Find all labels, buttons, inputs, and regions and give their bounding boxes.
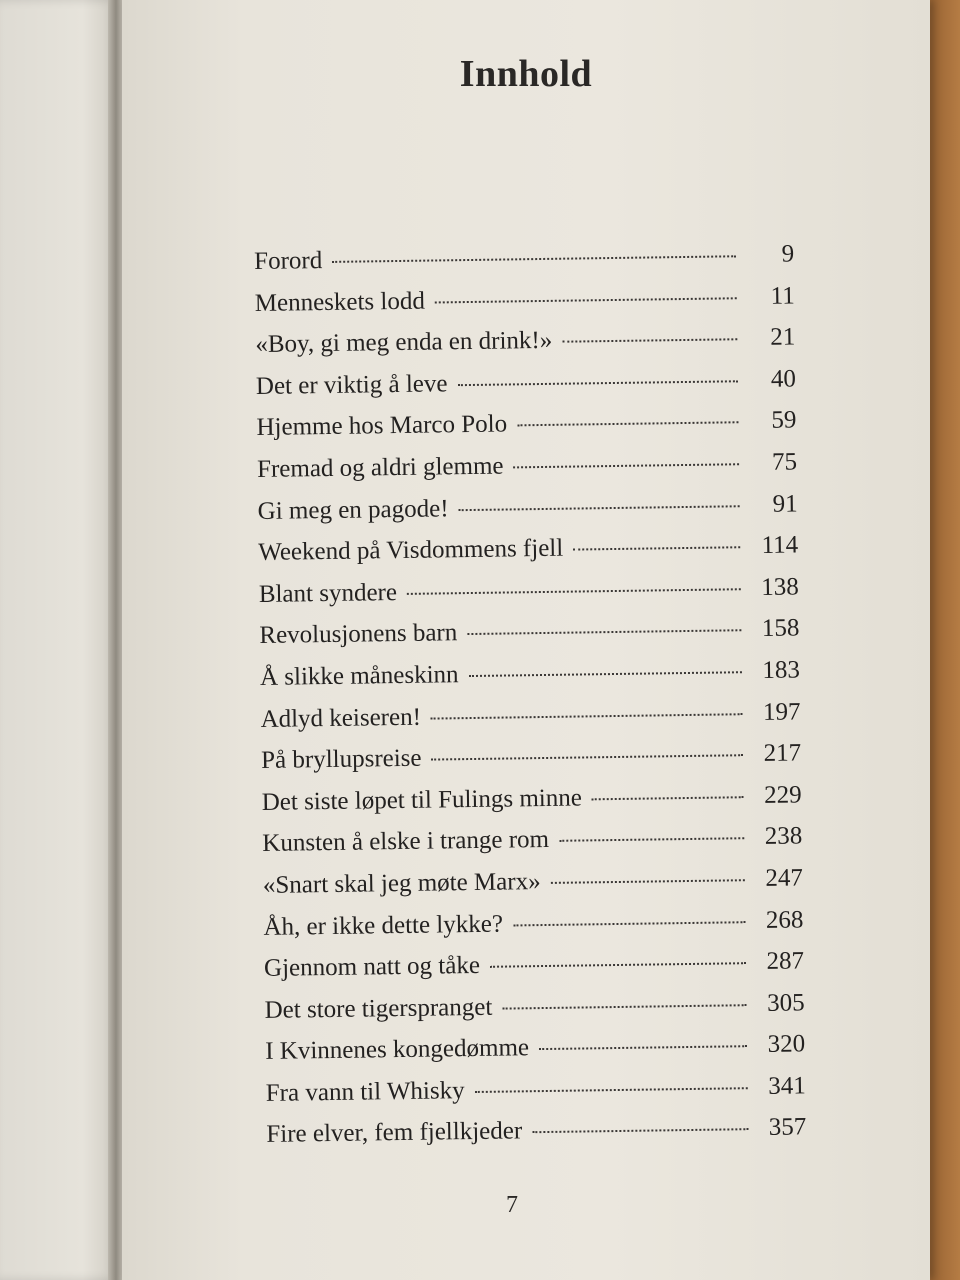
dot-leader: [469, 671, 742, 677]
toc-entry-title: Gjennom natt og tåke: [263, 952, 481, 983]
toc-entry-page: 59: [771, 406, 797, 435]
toc-entry: [266, 1114, 807, 1163]
toc-entry-title: Revolusjonens barn: [259, 619, 458, 650]
toc-entry-page: 238: [764, 822, 803, 851]
dot-leader: [532, 1129, 748, 1134]
toc-entry-title: Det siste løpet til Fulings minne: [261, 784, 583, 816]
toc-entry-page: 114: [761, 531, 799, 560]
toc-entry-title: Adlyd keiseren!: [260, 703, 422, 733]
dot-leader: [407, 588, 741, 595]
dot-leader: [475, 1087, 748, 1093]
toc-entry-title: Gi meg en pagode!: [257, 494, 449, 525]
page-number: 7: [506, 1192, 518, 1218]
dot-leader: [592, 796, 744, 800]
toc-entry-page: 305: [766, 989, 805, 1017]
toc-entry-title: Det store tigerspranget: [264, 993, 493, 1024]
dot-leader: [514, 463, 740, 468]
toc-entry-page: 341: [768, 1072, 806, 1100]
dot-leader: [559, 838, 744, 843]
toc-entry-page: 197: [762, 697, 801, 726]
toc-entry-page: 217: [763, 739, 802, 768]
toc-entry-title: Åh, er ikke dette lykke?: [263, 910, 504, 941]
toc-entry-page: 320: [767, 1030, 806, 1059]
toc-entry-page: 21: [770, 323, 796, 351]
toc-entry-title: Det er viktig å leve: [255, 370, 448, 400]
dot-leader: [490, 962, 746, 968]
dot-leader: [432, 754, 744, 760]
toc-entry-page: 357: [768, 1113, 807, 1142]
toc-entry-title: På bryllupsreise: [260, 744, 422, 775]
toc-entry-title: «Snart skal jeg møte Marx»: [262, 867, 541, 899]
dot-leader: [458, 380, 738, 386]
toc-entry-title: Forord: [254, 247, 323, 275]
toc-entry-title: Fra vann til Whisky: [265, 1077, 465, 1107]
dot-leader: [459, 505, 740, 511]
dot-leader: [467, 630, 741, 636]
toc-entry-page: 229: [764, 781, 802, 809]
toc-entry-page: 138: [761, 573, 799, 601]
toc-entry-page: 11: [770, 282, 795, 310]
toc-entry-title: Blant syndere: [258, 578, 398, 608]
toc-entry-title: Fremad og aldri glemme: [256, 452, 504, 483]
table-of-contents: [254, 240, 807, 1163]
dot-leader: [551, 879, 745, 884]
previous-page: [0, 0, 118, 1280]
toc-entry-title: Kunsten å elske i trange rom: [262, 826, 550, 858]
toc-entry-page: 91: [772, 489, 798, 518]
dot-leader: [539, 1045, 747, 1050]
toc-entry-title: Hjemme hos Marco Polo: [256, 410, 508, 442]
page-title: Innhold: [459, 53, 593, 95]
toc-entry-title: Å slikke måneskinn: [259, 661, 459, 691]
dot-leader: [431, 713, 743, 719]
dot-leader: [513, 921, 746, 926]
toc-entry-page: 40: [770, 365, 797, 393]
toc-entry-title: Weekend på Visdommens fjell: [258, 534, 564, 567]
toc-entry-page: 158: [761, 614, 800, 643]
toc-entry-page: 247: [765, 864, 804, 892]
dot-leader: [435, 297, 737, 303]
toc-entry-title: «Boy, gi meg enda en drink!»: [255, 327, 553, 359]
toc-entry-page: 9: [781, 240, 795, 268]
book-page: [122, 0, 930, 1280]
toc-entry-page: 183: [762, 656, 801, 684]
dot-leader: [332, 255, 736, 263]
dot-leader: [573, 546, 740, 550]
toc-entry-page: 287: [766, 947, 805, 976]
dot-leader: [562, 338, 737, 342]
dot-leader: [502, 1004, 746, 1009]
toc-entry-title: Fire elver, fem fjellkjeder: [266, 1117, 523, 1149]
dot-leader: [517, 422, 738, 427]
toc-entry-title: Menneskets lodd: [254, 287, 426, 317]
toc-entry-title: I Kvinnenes kongedømme: [265, 1034, 530, 1066]
toc-entry-page: 268: [765, 905, 804, 934]
toc-entry-page: 75: [771, 448, 798, 476]
